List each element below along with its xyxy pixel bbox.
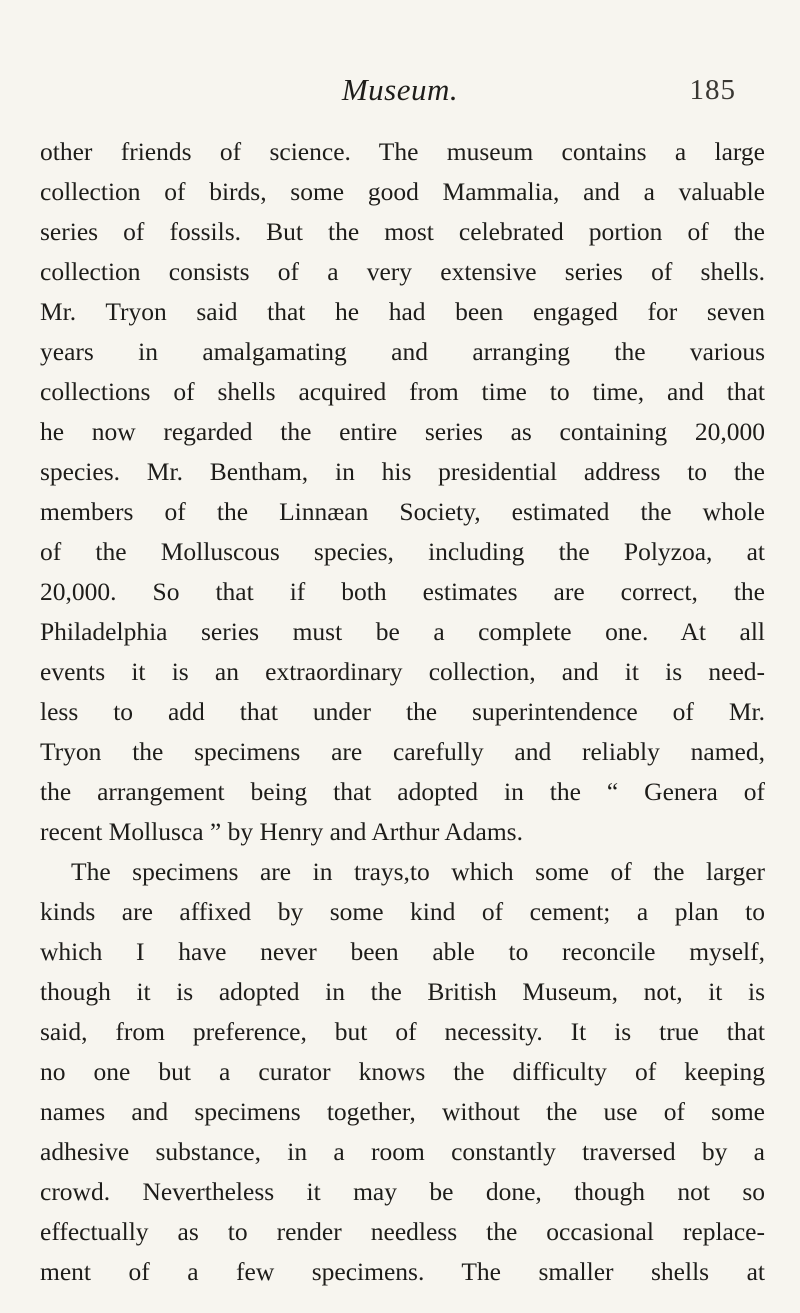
text-line: effectually as to render needless the occasional replace- [40, 1217, 765, 1246]
text-line: of the Molluscous species, including the Polyzoa, at [40, 537, 765, 566]
text-line: events it is an extraordinary collection, and it is need- [40, 657, 765, 686]
text-line: 20,000. So that if both estimates are correct, the [40, 577, 765, 606]
text-line: crowd. Nevertheless it may be done, though not so [40, 1177, 765, 1206]
text-line: adhesive substance, in a room constantly traversed by a [40, 1137, 765, 1166]
text-line: years in amalgamating and arranging the various [40, 337, 765, 366]
text-line: collections of shells acquired from time to time, and that [40, 377, 765, 406]
text-line: he now regarded the entire series as containing 20,000 [40, 417, 765, 446]
text-line: no one but a curator knows the difficulty of keeping [40, 1057, 765, 1086]
text-line: members of the Linnæan Society, estimated the whole [40, 497, 765, 526]
text-line: names and specimens together, without the use of some [40, 1097, 765, 1126]
text-line: species. Mr. Bentham, in his presidential address to the [40, 457, 765, 486]
paragraph-end-line: recent Mollusca ” by Henry and Arthur Adams. [40, 817, 523, 846]
paragraph-start-line: The specimens are in trays,to which some of the larger [71, 857, 765, 886]
text-line: ment of a few specimens. The smaller shells at [40, 1257, 765, 1286]
page-number: 185 [689, 74, 736, 106]
text-line: Tryon the specimens are carefully and reliably named, [40, 737, 765, 766]
text-line: kinds are affixed by some kind of cement; a plan to [40, 897, 765, 926]
text-line: other friends of science. The museum contains a large [40, 137, 765, 166]
text-line: said, from preference, but of necessity. It is true that [40, 1017, 765, 1046]
page-header [40, 72, 760, 112]
text-line: series of fossils. But the most celebrated portion of the [40, 217, 765, 246]
text-line: Mr. Tryon said that he had been engaged for seven [40, 297, 765, 326]
text-line: collection consists of a very extensive series of shells. [40, 257, 765, 286]
text-line: Philadelphia series must be a complete one. At all [40, 617, 765, 646]
running-title: Museum. [341, 72, 459, 107]
body-text [40, 132, 765, 1292]
text-line: though it is adopted in the British Museum, not, it is [40, 977, 765, 1006]
text-line: less to add that under the superintendence of Mr. [40, 697, 765, 726]
text-line: collection of birds, some good Mammalia, and a valuable [40, 177, 765, 206]
text-line: which I have never been able to reconcile myself, [40, 937, 765, 966]
text-line: the arrangement being that adopted in the “ Genera of [40, 777, 765, 806]
